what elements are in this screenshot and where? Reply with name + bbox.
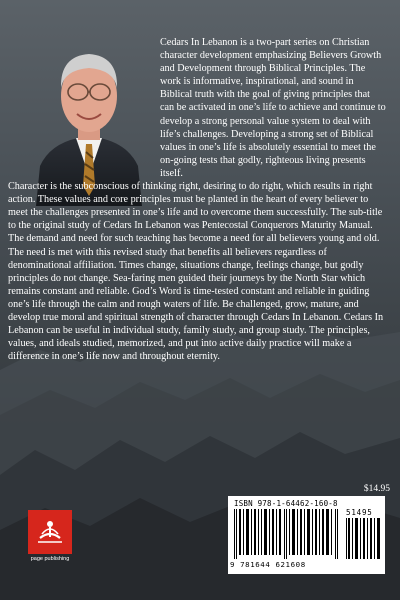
book-figure-icon (28, 510, 72, 554)
page-publishing-logo (28, 510, 72, 570)
publisher-name: page publishing (30, 556, 70, 562)
price-label: $14.95 (363, 484, 390, 494)
barcode (228, 496, 385, 574)
addon-digits: 51495 (346, 508, 373, 517)
description-paragraph-1: Cedars In Lebanon is a two-part series on Christian character development emphasizing Believers Growth and Development through Biblical Principles. The work is informative, inspirational, and sound in Biblical truth with the goal of giving principles that can be activated in one’s life to achieve and continue to develop a strong personal value system to deal with life’s challenges. Developing a strong set of Biblical values in one’s life is absolutely essential to meet the on-going tests that godly, righteous living presents itself. (160, 37, 386, 179)
isbn-text: ISBN 978-1-64462-160-8 (234, 499, 338, 508)
logo-mark (28, 510, 72, 554)
description-paragraph-2: Character is the subconscious of thinking right, desiring to do right, which results in right action. These values and core principles must be planted in the heart of every believer to meet the challenges presented in one’s life and to overcome them successfully. The sub-title to the original study of Cedars In Lebanon was Pentecostal Conquerors Maturity Manual. The demand and need for such teaching has become a need for all believers young and old. The need is met with this revised study that benefits all believers regardless of denominational affiliation. Times change, situations change, feelings change, but godly principles do not change. Sea-faring men guided their journeys by the North Star which remains constant and reliable. God’s Word is time-tested constant and reliable in guiding one’s life through the calm and rough waters of life. Be challenged, grow, mature, and develop true moral and spiritual strength of character through Cedars In Lebanon. Cedars In Lebanon can be useful in individual study, family study, and group study. The principles, values, and ideals studied, memorized, and put into active daily practice will make a difference in one’s life now and throughout eternity. (8, 181, 384, 363)
book-description (0, 36, 400, 363)
addon-barcode-bars (346, 518, 380, 559)
ean-barcode-bars (234, 509, 338, 559)
ean-digits: 9 781644 621608 (230, 560, 306, 569)
